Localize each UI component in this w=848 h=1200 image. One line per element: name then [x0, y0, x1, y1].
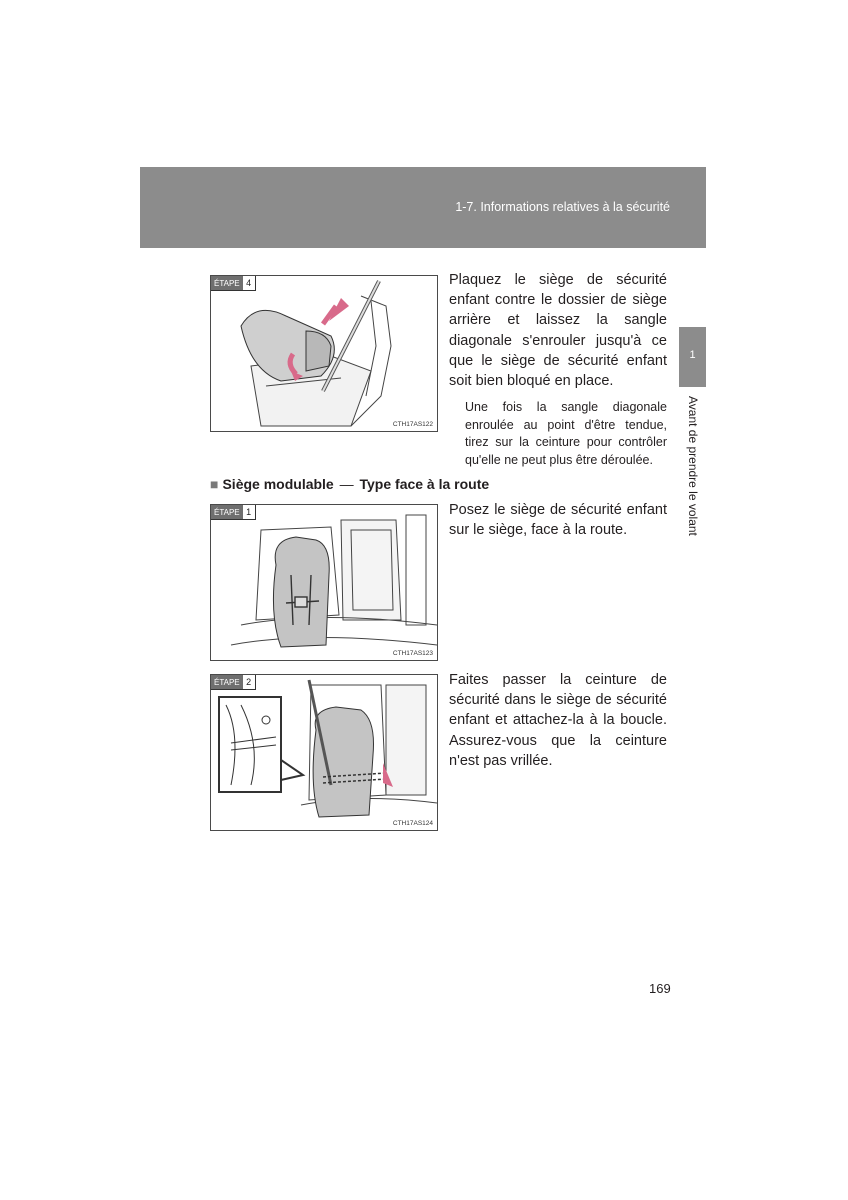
chapter-label: Avant de prendre le volant: [686, 396, 700, 536]
illustration-child-seat-rear-facing: [211, 276, 437, 431]
step-2-instruction: Faites passer la ceinture de sécurité dans le siège de sécurité enfant et attachez-la à la boucle. Assurez-vous que la ceinture n'est pas vrillée.: [449, 672, 667, 769]
illustration-belt-through-seat: [211, 675, 437, 830]
chapter-tab: [679, 327, 706, 387]
figure-step-1: [210, 504, 438, 661]
step-badge: [211, 276, 256, 291]
figure-step-2: [210, 674, 438, 831]
step-badge: [211, 675, 256, 690]
figure-code: CTH17AS124: [392, 820, 433, 827]
section-header-title: 1-7. Informations relatives à la sécurité: [455, 200, 670, 214]
page-number: 169: [649, 981, 671, 996]
chapter-number: 1: [689, 349, 696, 361]
header-band: [140, 167, 706, 248]
step-number: 2: [243, 675, 255, 689]
section-title: Siège modulable: [222, 476, 334, 492]
step-1-instruction: Posez le siège de sécurité enfant sur le siège, face à la route.: [449, 502, 667, 539]
step-word: ÉTAPE: [211, 675, 243, 689]
step-4-note: Une fois la sangle diagonale enroulée au point d'être tendue, tirez sur la ceinture pour contrôler qu'elle ne peut plus être déroulée.: [465, 400, 667, 467]
step-4-instruction: Plaquez le siège de sécurité enfant contre le dossier de siège arrière et laissez la sangle diagonale s'enrouler jusqu'à ce que le siège de sécurité enfant soit bien bloqué en place.: [449, 272, 667, 390]
section-subtitle: Type face à la route: [359, 476, 490, 492]
step-number: 4: [243, 276, 255, 290]
section-heading: [210, 476, 489, 492]
illustration-child-seat-on-seat: [211, 505, 437, 660]
section-dash: —: [339, 476, 354, 492]
figure-code: CTH17AS123: [392, 650, 433, 657]
step-word: ÉTAPE: [211, 505, 243, 519]
figure-step-4: [210, 275, 438, 432]
section-bullet: ■: [210, 476, 219, 492]
step-word: ÉTAPE: [211, 276, 243, 290]
step-badge: [211, 505, 256, 520]
figure-code: CTH17AS122: [392, 421, 433, 428]
step-number: 1: [243, 505, 255, 519]
